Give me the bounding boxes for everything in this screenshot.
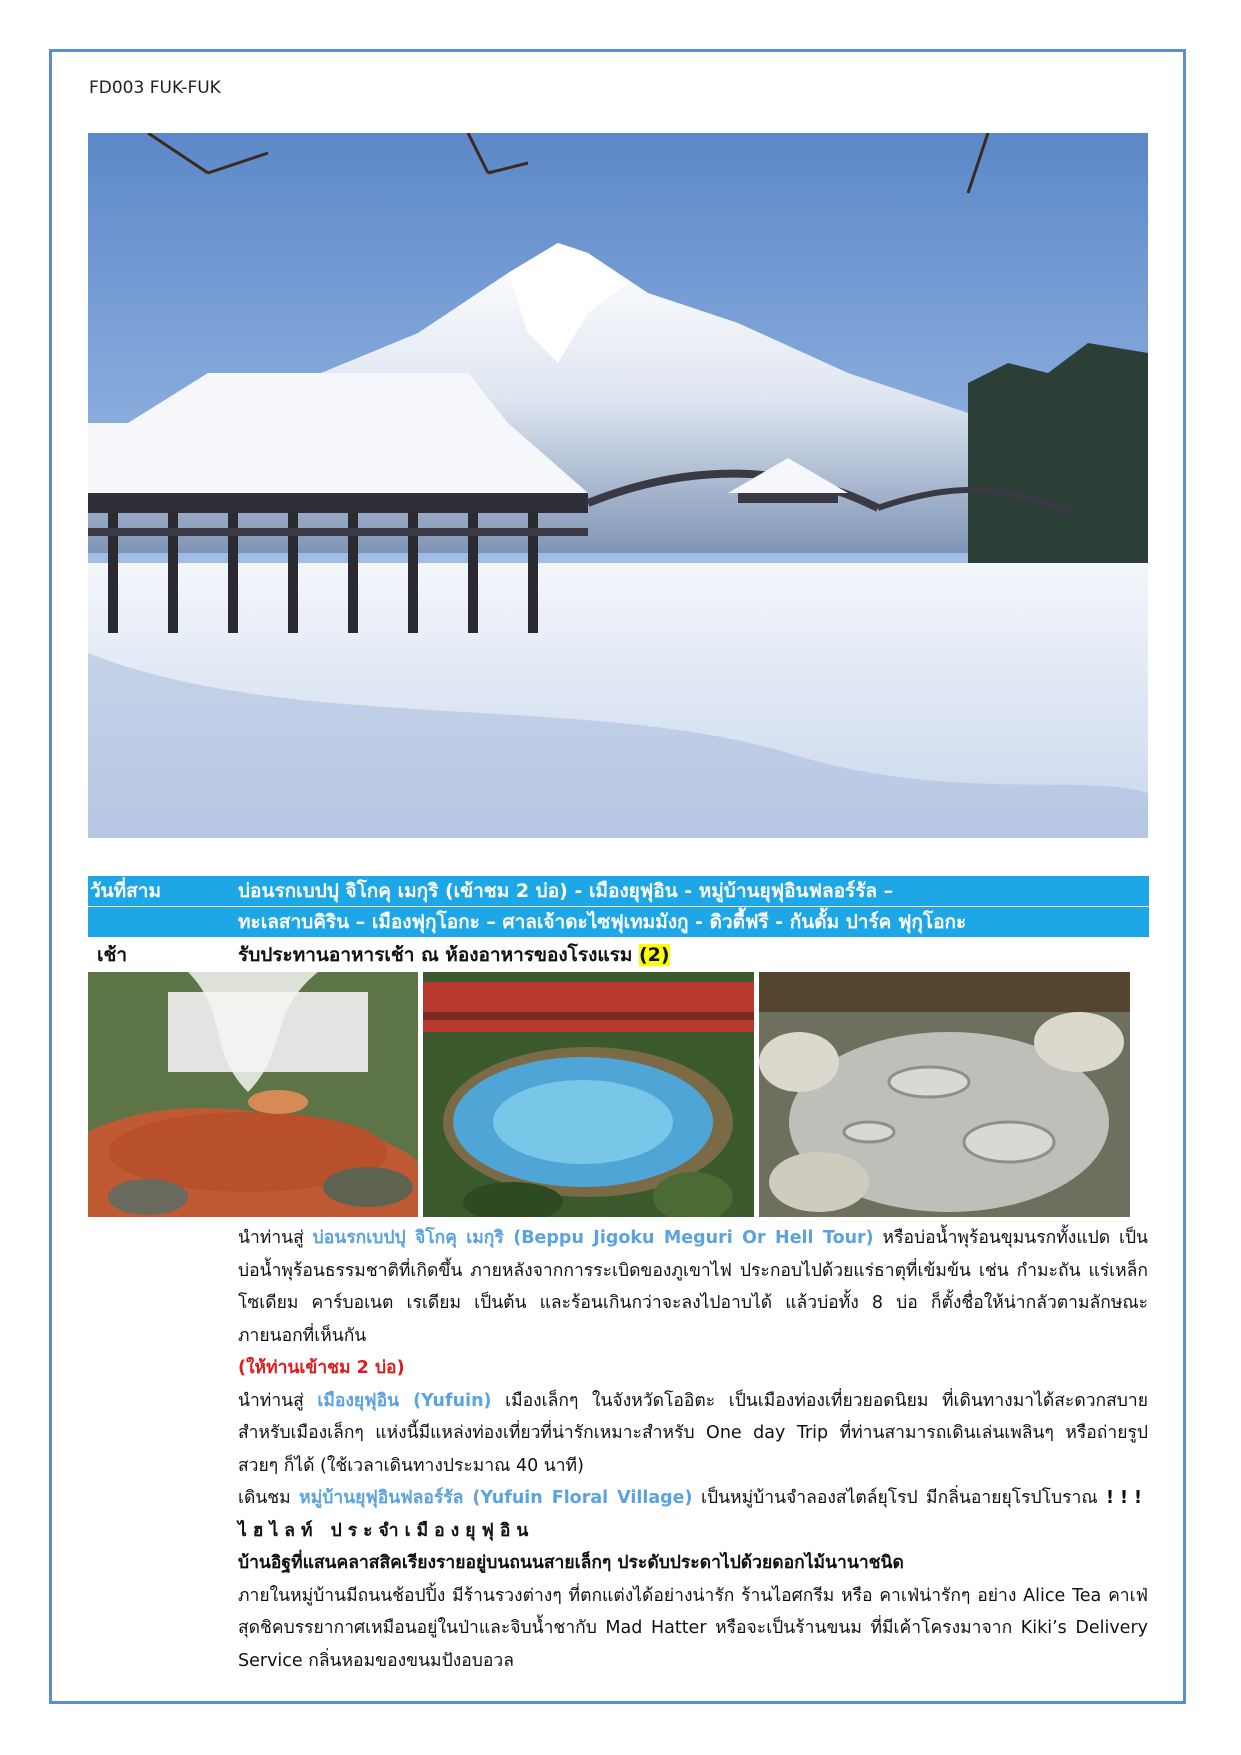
yufuin-place-name: เมืองยุฟุอิน (Yufuin) xyxy=(317,1390,492,1411)
day-description xyxy=(238,1222,1148,1677)
day-label: วันที่สาม xyxy=(90,880,161,902)
hell-paragraph xyxy=(238,1222,1148,1352)
tour-code: FD003 FUK-FUK xyxy=(89,78,221,98)
hell-note: (ให้ท่านเข้าชม 2 บ่อ) xyxy=(238,1358,405,1378)
meal-time: เช้า xyxy=(97,944,128,966)
route-line-1: บ่อนรกเบปปุ จิโกคุ เมกุริ (เข้าชม 2 บ่อ) - เมืองยุฟุอิน - หมู่บ้านยุฟุอินฟลอร์รัล – xyxy=(238,880,894,902)
mud-hot-spring-photo xyxy=(759,972,1130,1217)
yufuin-paragraph xyxy=(238,1385,1148,1483)
yufuin-description: เมืองเล็กๆ ในจังหวัดโออิตะ เป็นเมืองท่องเที่ยวยอดนิยม ที่เดินทางมาได้สะดวกสบาย สำหรับเมืองเล็กๆ แห่งนี้มีแหล่งท่องเที่ยวที่น่ารักเหมาะสำหรับ One day Trip ที่ท่านสามารถเดินเล่นเพลินๆ หรือถ่ายรูปสวยๆ ก็ได้ (ใช้เวลาเดินทางประมาณ 40 นาที) xyxy=(238,1390,1148,1476)
blue-hot-spring-photo xyxy=(423,972,754,1217)
meal-description: รับประทานอาหารเช้า ณ ห้องอาหารของโรงแรม xyxy=(238,944,639,966)
hell-place-name: บ่อนรกเบปปุ จิโกคุ เมกุริ (Beppu Jigoku Meguri Or Hell Tour) xyxy=(312,1228,874,1248)
route-line-2: ทะเลสาบคิริน – เมืองฟุกุโอกะ – ศาลเจ้าดะไซฟุเทมมังกู - ดิวตี้ฟรี - กันดั้ม ปาร์ค ฟุกุโอกะ xyxy=(238,911,967,933)
floral-highlight: !!!ไฮไลท์ ประจำเมืองยุฟุอิน xyxy=(238,1488,1148,1541)
meal-text xyxy=(238,940,670,970)
floral-bold-line: บ้านอิฐที่แสนคลาสสิคเรียงรายอยู่บนถนนสายเล็กๆ ประดับประดาไปด้วยดอกไม้นานาชนิด xyxy=(238,1553,904,1573)
red-hot-spring-photo xyxy=(88,972,418,1217)
floral-description: เป็นหมู่บ้านจำลองสไตล์ยุโรป มีกลิ่นอายยุโรปโบราณ xyxy=(692,1488,1107,1508)
hell-intro: นำท่านสู่ xyxy=(238,1228,313,1248)
floral-paragraph xyxy=(238,1482,1148,1547)
meal-badge: (2) xyxy=(638,944,670,966)
yufuin-intro: นำท่านสู่ xyxy=(238,1390,318,1411)
hell-description: หรือบ่อน้ำพุร้อนขุมนรกทั้งแปด เป็นบ่อน้ำพุร้อนธรรมชาติที่เกิดขึ้น ภายหลังจากการระเบิดของภูเขาไฟ ประกอบไปด้วยแร่ธาตุที่เข้มข้น เช่น กำมะถัน แร่เหล็ก โซเดียม คาร์บอเนต เรเดียม เป็นต้น และร้อนเกินกว่าจะลงไปอาบได้ แล้วบ่อทั้ง 8 บ่อ ก็ตั้งชื่อให้น่ากลัวตามลักษณะภายนอกที่เห็นกัน xyxy=(238,1228,1149,1346)
floral-more: ภายในหมู่บ้านมีถนนช้อปปิ้ง มีร้านรวงต่างๆ ที่ตกแต่งได้อย่างน่ารัก ร้านไอศกรีม หรือ คาเฟ่น่ารักๆ อย่าง Alice Tea คาเฟ่สุดชิคบรรยากาศเหมือนอยู่ในป่าและจิบน้ำชากับ Mad Hatter หรือจะเป็นร้านขนม ที่มีเค้าโครงมาจาก Kiki’s Delivery Service กลิ่นหอมของขนมปังอบอวล xyxy=(238,1585,1148,1671)
hero-photo xyxy=(88,133,1148,838)
floral-intro: เดินชม xyxy=(238,1488,300,1508)
floral-place-name: หมู่บ้านยุฟุอินฟลอร์รัล (Yufuin Floral Village) xyxy=(299,1488,693,1508)
